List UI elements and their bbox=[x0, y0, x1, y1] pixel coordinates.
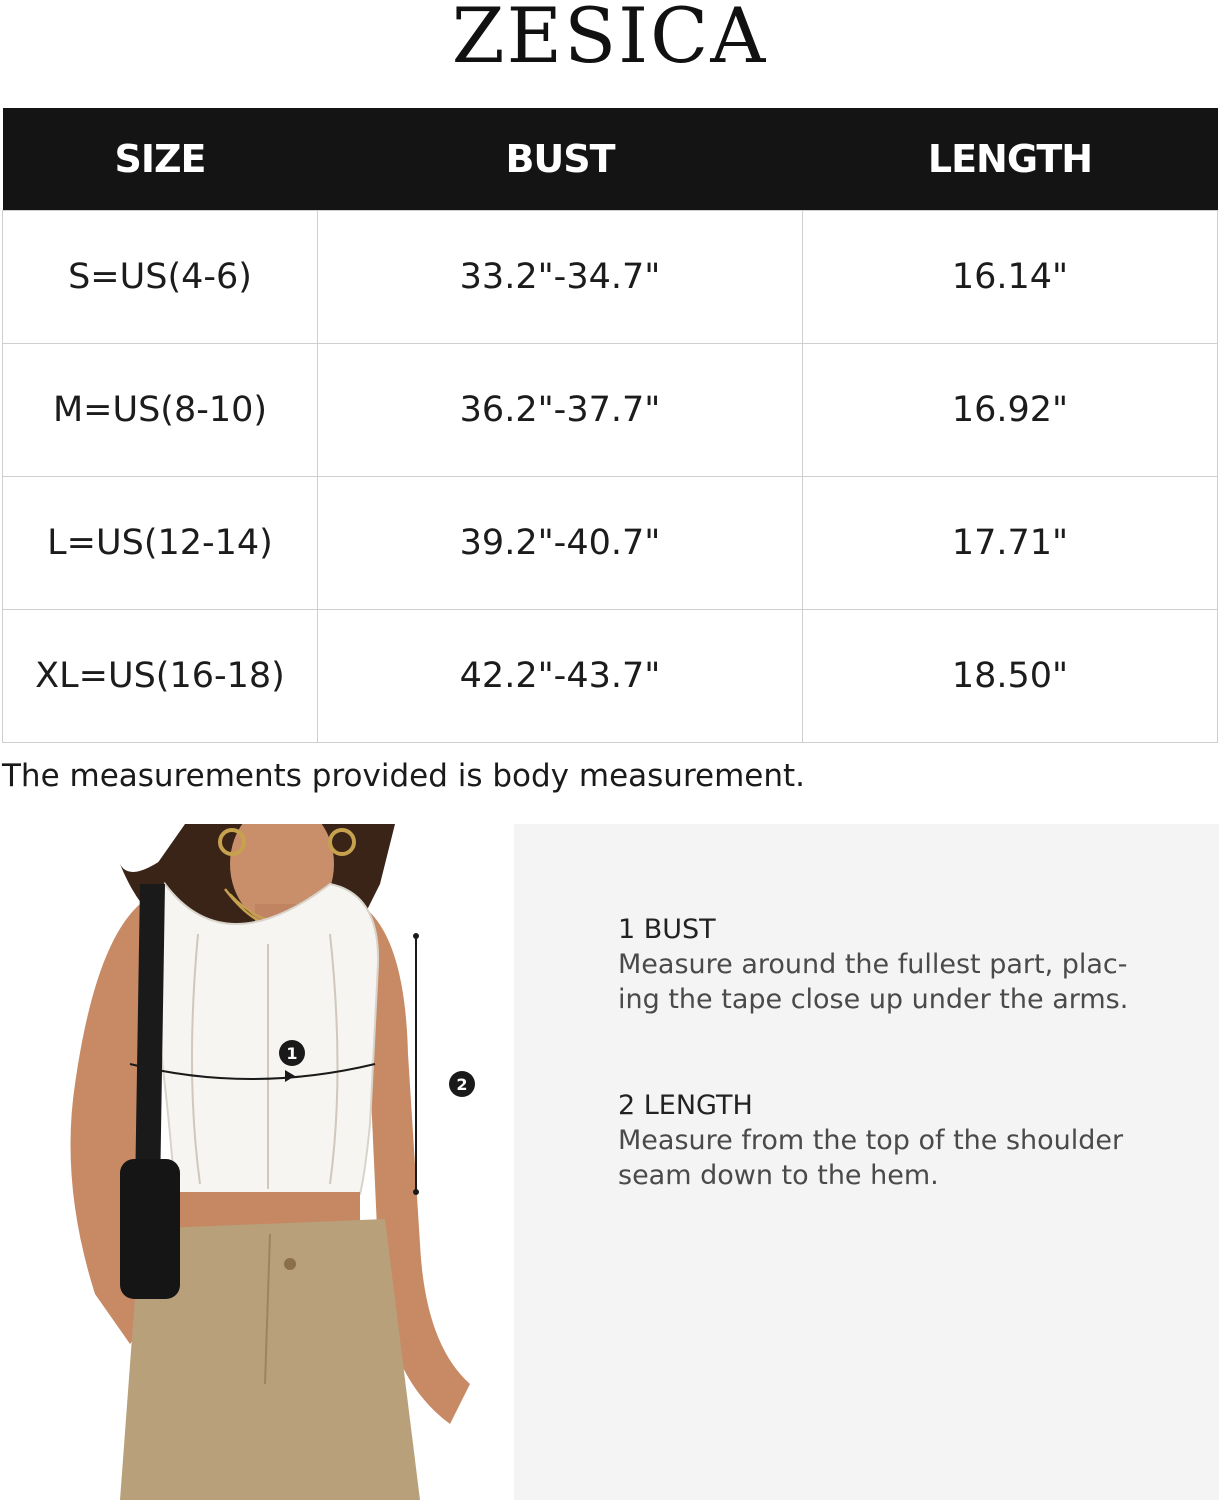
bust-instruction bbox=[618, 912, 1128, 1017]
length-cell: 16.92" bbox=[803, 344, 1218, 477]
table-row bbox=[3, 610, 1218, 743]
length-instruction-title: 2 LENGTH bbox=[618, 1090, 753, 1121]
table-row bbox=[3, 477, 1218, 610]
bust-instruction-line: Measure around the fullest part, plac- bbox=[618, 949, 1128, 980]
length-cell: 16.14" bbox=[803, 211, 1218, 344]
instructions-panel bbox=[514, 824, 1219, 1500]
length-cell: 18.50" bbox=[803, 610, 1218, 743]
size-cell: S=US(4-6) bbox=[3, 211, 318, 344]
bust-cell: 36.2"-37.7" bbox=[318, 344, 803, 477]
bust-cell: 33.2"-34.7" bbox=[318, 211, 803, 344]
size-cell: M=US(8-10) bbox=[3, 344, 318, 477]
length-cell: 17.71" bbox=[803, 477, 1218, 610]
header-length: LENGTH bbox=[803, 108, 1218, 211]
table-row bbox=[3, 344, 1218, 477]
model-photo bbox=[0, 824, 513, 1500]
bust-marker-number: 1 bbox=[286, 1044, 298, 1063]
size-cell: L=US(12-14) bbox=[3, 477, 318, 610]
table-header-row bbox=[3, 108, 1218, 211]
length-instruction-line: Measure from the top of the shoulder bbox=[618, 1125, 1124, 1156]
header-bust: BUST bbox=[318, 108, 803, 211]
measurement-note: The measurements provided is body measurement. bbox=[2, 758, 806, 794]
size-chart-table bbox=[2, 108, 1218, 743]
bust-instruction-title: 1 BUST bbox=[618, 914, 716, 945]
length-marker-number: 2 bbox=[456, 1075, 468, 1094]
bust-instruction-line: ing the tape close up under the arms. bbox=[618, 984, 1129, 1015]
length-marker bbox=[449, 1071, 475, 1097]
table-row bbox=[3, 211, 1218, 344]
size-cell: XL=US(16-18) bbox=[3, 610, 318, 743]
header-size: SIZE bbox=[3, 108, 318, 211]
brand-logo: ZESICA bbox=[451, 0, 768, 80]
bust-cell: 42.2"-43.7" bbox=[318, 610, 803, 743]
length-instruction-line: seam down to the hem. bbox=[618, 1160, 939, 1191]
bust-cell: 39.2"-40.7" bbox=[318, 477, 803, 610]
length-instruction bbox=[618, 1088, 1123, 1193]
bust-marker bbox=[279, 1040, 305, 1066]
